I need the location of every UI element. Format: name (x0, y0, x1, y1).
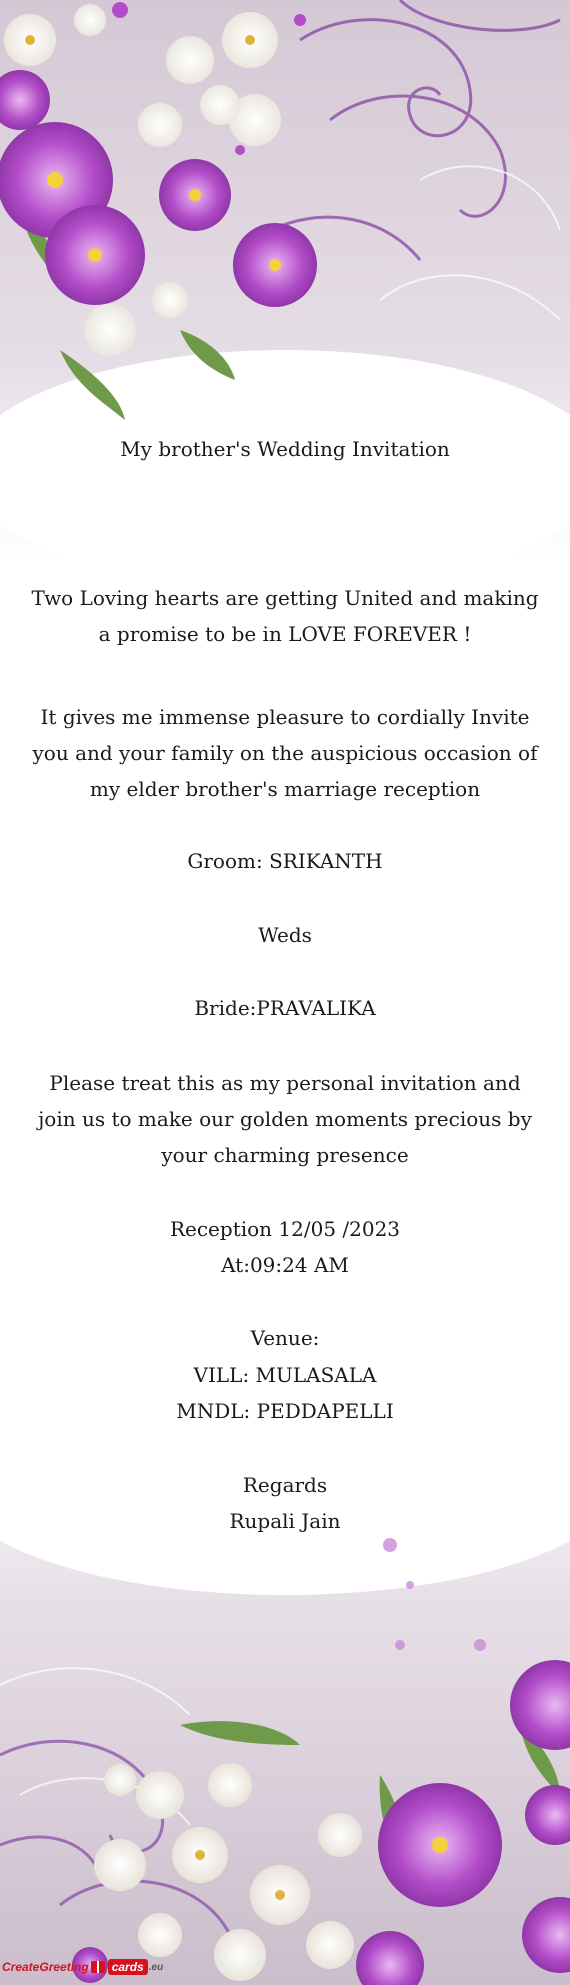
weds-text: Weds (258, 923, 312, 947)
venue-village: VILL: MULASALA (193, 1363, 377, 1387)
groom-name: Groom: SRIKANTH (187, 849, 383, 873)
floral-top-decoration (0, 0, 570, 560)
purple-flower-bottom (378, 1783, 502, 1907)
invitation-title: My brother's Wedding Invitation (120, 437, 450, 461)
reception-date: Reception 12/05 /2023 (169, 1217, 401, 1241)
regards-text: Regards (242, 1473, 328, 1497)
sender-name: Rupali Jain (229, 1509, 341, 1533)
logo-text-cards: cards (108, 1959, 148, 1975)
love-message: Two Loving hearts are getting United and making a promise to be in LOVE FOREVER ! (31, 586, 539, 646)
venue-label: Venue: (250, 1326, 320, 1350)
venue-mandal: MNDL: PEDDAPELLI (176, 1399, 394, 1423)
bride-name: Bride:PRAVALIKA (194, 996, 376, 1020)
invite-message: It gives me immense pleasure to cordially Invite you and your family on the auspicious occasion of my elder brother's marriage reception (32, 705, 538, 801)
site-logo-watermark[interactable] (2, 1952, 163, 1982)
logo-text-domain: .eu (148, 1961, 164, 1973)
logo-text-main: CreateGreeting (2, 1960, 89, 1974)
gift-icon (91, 1961, 105, 1973)
personal-invitation-message: Please treat this as my personal invitation and join us to make our golden moments precious by your charming presence (38, 1071, 532, 1167)
reception-time: At:09:24 AM (221, 1253, 349, 1277)
